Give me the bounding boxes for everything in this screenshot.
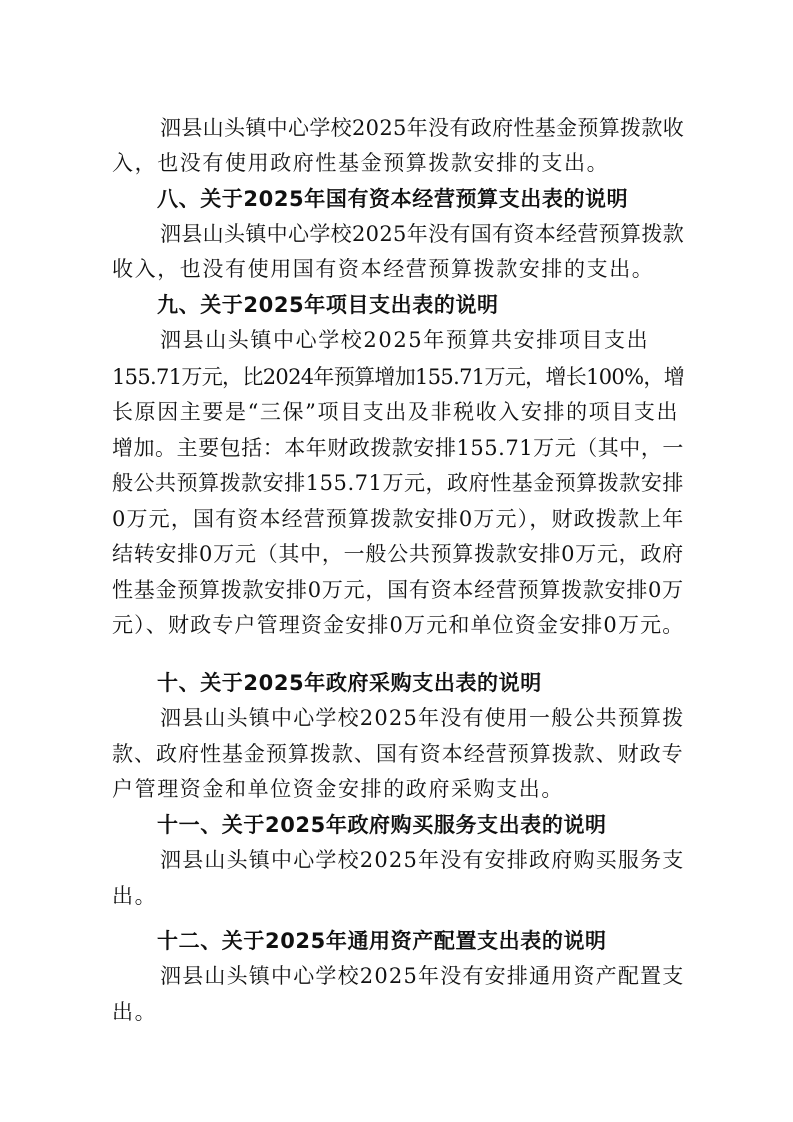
- body-line: 款、政府性基金预算拨款、国有资本经营预算拨款、财政专: [112, 742, 684, 766]
- body-line: 长原因主要是“三保”项目支出及非税收入安排的项目支出: [112, 400, 680, 424]
- section-heading-10: 十、关于2025年政府采购支出表的说明: [157, 671, 542, 695]
- body-line: 泗县山头镇中心学校2025年没有安排通用资产配置支: [160, 964, 685, 988]
- body-line: 入，也没有使用政府性基金预算拨款安排的支出。: [112, 151, 610, 175]
- body-line: 泗县山头镇中心学校2025年没有政府性基金预算拨款收: [160, 116, 685, 140]
- body-line: 出。: [112, 884, 158, 908]
- body-line: 般公共预算拨款安排155.71万元，政府性基金预算拨款安排: [112, 471, 684, 495]
- body-line: 户管理资金和单位资金安排的政府采购支出。: [112, 777, 564, 801]
- section-heading-11: 十一、关于2025年政府购买服务支出表的说明: [157, 813, 607, 837]
- body-line: 泗县山头镇中心学校2025年没有安排政府购买服务支: [160, 848, 685, 872]
- section-heading-9: 九、关于2025年项目支出表的说明: [157, 293, 499, 317]
- body-line: 增加。主要包括：本年财政拨款安排155.71万元（其中，一: [112, 436, 684, 460]
- body-line: 0万元，国有资本经营预算拨款安排0万元），财政拨款上年: [112, 507, 685, 531]
- body-line: 结转安排0万元（其中，一般公共预算拨款安排0万元，政府: [112, 542, 684, 566]
- body-line: 性基金预算拨款安排0万元，国有资本经营预算拨款安排0万: [112, 578, 684, 602]
- body-line: 泗县山头镇中心学校2025年预算共安排项目支出: [160, 328, 650, 352]
- section-heading-12: 十二、关于2025年通用资产配置支出表的说明: [157, 929, 607, 953]
- section-heading-8: 八、关于2025年国有资本经营预算支出表的说明: [157, 187, 629, 211]
- body-line: 收入，也没有使用国有资本经营预算拨款安排的支出。: [112, 257, 655, 281]
- body-line: 出。: [112, 1000, 158, 1024]
- body-line: 155.71万元，比2024年预算增加155.71万元，增长100%，增: [112, 365, 685, 389]
- body-line: 泗县山头镇中心学校2025年没有使用一般公共预算拨: [160, 706, 685, 730]
- body-line: 元）、财政专户管理资金安排0万元和单位资金安排0万元。: [112, 613, 685, 637]
- body-line: 泗县山头镇中心学校2025年没有国有资本经营预算拨款: [160, 222, 685, 246]
